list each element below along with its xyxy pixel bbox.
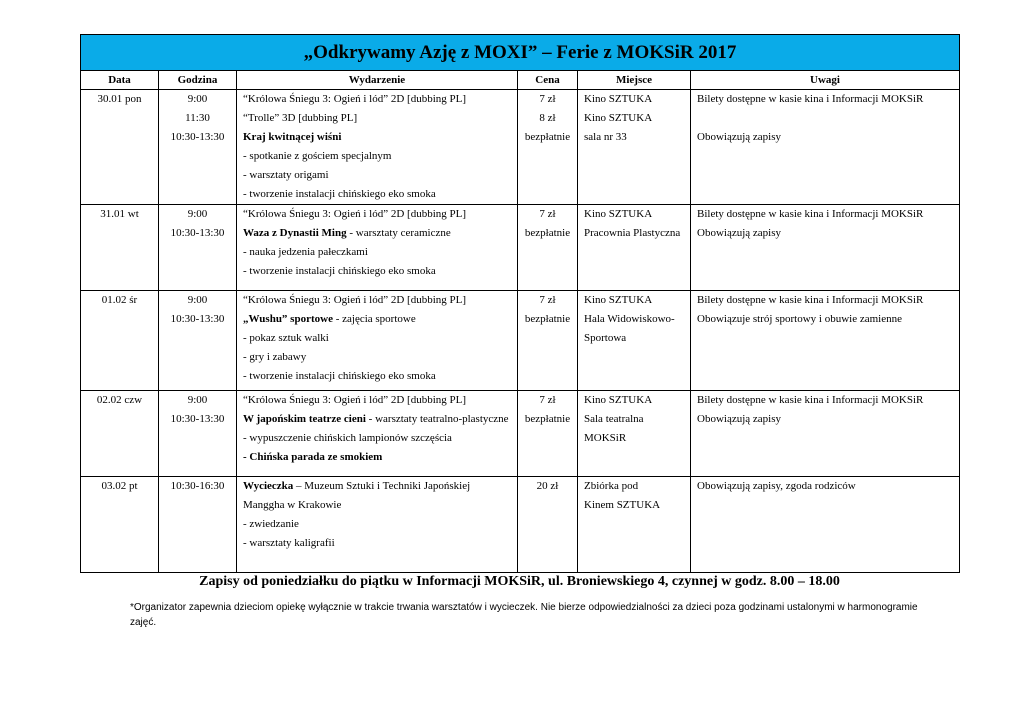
time-text: 11:30 — [185, 112, 210, 124]
event-cell — [237, 391, 518, 477]
time-cell — [159, 477, 237, 573]
note-text: Bilety dostępne w kasie kina i Informacji MOKSiR — [697, 93, 924, 105]
event-title: - Chińska parada ze smokiem — [243, 451, 383, 463]
event-text: - gry i zabawy — [243, 351, 307, 363]
time-text: 9:00 — [187, 93, 208, 105]
time-text: 10:30-16:30 — [170, 480, 225, 492]
notes-cell — [691, 477, 960, 573]
event-text: - tworzenie instalacji chińskiego eko smoka — [243, 265, 436, 277]
event-line — [243, 410, 517, 429]
event-text: “Królowa Śniegu 3: Ogień i lód” 2D [dubbing PL] — [243, 208, 467, 220]
event-text: “Trolle” 3D [dubbing PL] — [243, 112, 358, 124]
event-title: W japońskim teatrze cieni — [243, 413, 366, 425]
event-line — [243, 391, 517, 410]
place-text: Pracownia Plastyczna — [584, 227, 681, 239]
header-notes: Uwagi — [691, 71, 960, 90]
time-cell — [159, 391, 237, 477]
place-cell — [578, 90, 691, 205]
date-cell — [81, 205, 159, 291]
event-line — [243, 262, 517, 281]
event-line — [243, 534, 517, 553]
date-text: 30.01 pon — [97, 93, 142, 105]
place-text: Sala teatralna — [584, 413, 644, 425]
price-cell — [518, 205, 578, 291]
place-text: Zbiórka pod — [584, 480, 639, 492]
time-text: 9:00 — [187, 294, 208, 306]
schedule-sheet — [80, 34, 959, 573]
event-line — [243, 310, 517, 329]
title-row — [81, 35, 960, 71]
event-line — [243, 448, 517, 467]
place-text: sala nr 33 — [584, 131, 627, 143]
event-title: Wycieczka — [243, 480, 294, 492]
place-text: Hala Widowiskowo- — [584, 313, 675, 325]
price-cell — [518, 291, 578, 391]
place-text: MOKSiR — [584, 432, 627, 444]
date-cell — [81, 90, 159, 205]
event-text: - pokaz sztuk walki — [243, 332, 329, 344]
note-text — [697, 109, 959, 128]
place-text: Kino SZTUKA — [584, 208, 653, 220]
organizer-note: *Organizator zapewnia dzieciom opiekę wyłącznie w trakcie trwania warsztatów i wycieczek. Nie bierze odpowiedzialności za dzieci poza godzinami ustalonymi w harmonogramie zajęć. — [130, 602, 918, 628]
price-text: 7 zł — [539, 394, 556, 406]
place-text: Kino SZTUKA — [584, 294, 653, 306]
event-line — [243, 329, 517, 348]
price-cell — [518, 90, 578, 205]
schedule-row — [81, 477, 960, 573]
header-place: Miejsce — [578, 71, 691, 90]
event-line — [243, 348, 517, 367]
event-line — [243, 429, 517, 448]
time-text: 10:30-13:30 — [170, 131, 225, 143]
price-text: bezpłatnie — [524, 313, 571, 325]
date-text: 31.01 wt — [100, 208, 139, 220]
price-text: bezpłatnie — [524, 413, 571, 425]
price-text: 8 zł — [539, 112, 556, 124]
note-text: Bilety dostępne w kasie kina i Informacji MOKSiR — [697, 394, 924, 406]
event-title: „Wushu” sportowe — [243, 313, 333, 325]
date-cell — [81, 291, 159, 391]
event-cell — [237, 90, 518, 205]
time-text: 10:30-13:30 — [170, 413, 225, 425]
event-line — [243, 90, 517, 109]
notes-cell — [691, 291, 960, 391]
event-text: - warsztaty ceramiczne — [346, 227, 451, 239]
schedule-row — [81, 90, 960, 205]
notes-cell — [691, 391, 960, 477]
place-cell — [578, 291, 691, 391]
price-text: 7 zł — [539, 294, 556, 306]
notes-cell — [691, 90, 960, 205]
note-text: Obowiązują zapisy, zgoda rodziców — [697, 480, 856, 492]
note-text: Obowiązują zapisy — [697, 413, 781, 425]
event-line — [243, 477, 517, 496]
note-text: Bilety dostępne w kasie kina i Informacji MOKSiR — [697, 208, 924, 220]
event-text: - zwiedzanie — [243, 518, 299, 530]
note-text: Bilety dostępne w kasie kina i Informacji MOKSiR — [697, 294, 924, 306]
place-cell — [578, 477, 691, 573]
header-price: Cena — [518, 71, 578, 90]
time-text: 9:00 — [187, 208, 208, 220]
header-time: Godzina — [159, 71, 237, 90]
event-line — [243, 291, 517, 310]
event-line — [243, 147, 517, 166]
event-cell — [237, 291, 518, 391]
place-text: Kino SZTUKA — [584, 112, 653, 124]
date-cell — [81, 477, 159, 573]
date-text: 03.02 pt — [101, 480, 138, 492]
price-cell — [518, 391, 578, 477]
date-cell — [81, 391, 159, 477]
event-line — [243, 243, 517, 262]
schedule-table — [80, 34, 960, 573]
event-text: - warsztaty kaligrafii — [243, 537, 335, 549]
event-line — [243, 515, 517, 534]
event-text: - tworzenie instalacji chińskiego eko smoka — [243, 188, 436, 200]
event-text: - tworzenie instalacji chińskiego eko smoka — [243, 370, 436, 382]
event-text: - warsztaty teatralno-plastyczne — [365, 413, 509, 425]
event-line — [243, 367, 517, 386]
event-text: “Królowa Śniegu 3: Ogień i lód” 2D [dubbing PL] — [243, 294, 467, 306]
event-cell — [237, 477, 518, 573]
event-line — [243, 185, 517, 204]
event-line — [243, 166, 517, 185]
place-text: Kino SZTUKA — [584, 93, 653, 105]
event-line — [243, 224, 517, 243]
event-text: - nauka jedzenia pałeczkami — [243, 246, 368, 258]
event-text: “Królowa Śniegu 3: Ogień i lód” 2D [dubbing PL] — [243, 93, 467, 105]
price-text: bezpłatnie — [524, 131, 571, 143]
event-text: – Muzeum Sztuki i Techniki Japońskiej — [293, 480, 471, 492]
date-text: 01.02 śr — [101, 294, 138, 306]
notes-cell — [691, 205, 960, 291]
event-text: - warsztaty origami — [243, 169, 329, 181]
header-date: Data — [81, 71, 159, 90]
time-cell — [159, 205, 237, 291]
schedule-body — [81, 90, 960, 573]
schedule-row — [81, 205, 960, 291]
time-text: 9:00 — [187, 394, 208, 406]
note-text: Obowiązuje strój sportowy i obuwie zamienne — [697, 313, 902, 325]
event-title: Kraj kwitnącej wiśni — [243, 131, 342, 143]
header-row — [81, 71, 960, 90]
event-line — [243, 496, 517, 515]
time-text: 10:30-13:30 — [170, 227, 225, 239]
event-line — [243, 205, 517, 224]
price-cell — [518, 477, 578, 573]
event-text: - wypuszczenie chińskich lampionów szczęścia — [243, 432, 452, 444]
place-text: Sportowa — [584, 332, 627, 344]
page-title: „Odkrywamy Azję z MOXI” – Ferie z MOKSiR 2017 — [81, 35, 960, 71]
time-cell — [159, 90, 237, 205]
place-text: Kinem SZTUKA — [584, 499, 661, 511]
event-line — [243, 128, 517, 147]
place-cell — [578, 205, 691, 291]
schedule-row — [81, 391, 960, 477]
schedule-row — [81, 291, 960, 391]
price-text: bezpłatnie — [524, 227, 571, 239]
event-line — [243, 109, 517, 128]
time-text: 10:30-13:30 — [170, 313, 225, 325]
price-text: 7 zł — [539, 208, 556, 220]
price-text: 7 zł — [539, 93, 556, 105]
date-text: 02.02 czw — [96, 394, 143, 406]
event-text: - spotkanie z gościem specjalnym — [243, 150, 392, 162]
note-text: Obowiązują zapisy — [697, 227, 781, 239]
event-cell — [237, 205, 518, 291]
registration-info: Zapisy od poniedziałku do piątku w Informacji MOKSiR, ul. Broniewskiego 4, czynnej w godz. 8.00 – 18.00 — [199, 574, 840, 589]
event-text: Manggha w Krakowie — [243, 499, 342, 511]
time-cell — [159, 291, 237, 391]
note-text: Obowiązują zapisy — [697, 131, 781, 143]
event-text: “Królowa Śniegu 3: Ogień i lód” 2D [dubbing PL] — [243, 394, 467, 406]
place-text: Kino SZTUKA — [584, 394, 653, 406]
header-event: Wydarzenie — [237, 71, 518, 90]
price-text: 20 zł — [536, 480, 559, 492]
place-cell — [578, 391, 691, 477]
event-text: - zajęcia sportowe — [332, 313, 416, 325]
event-title: Waza z Dynastii Ming — [243, 227, 347, 239]
